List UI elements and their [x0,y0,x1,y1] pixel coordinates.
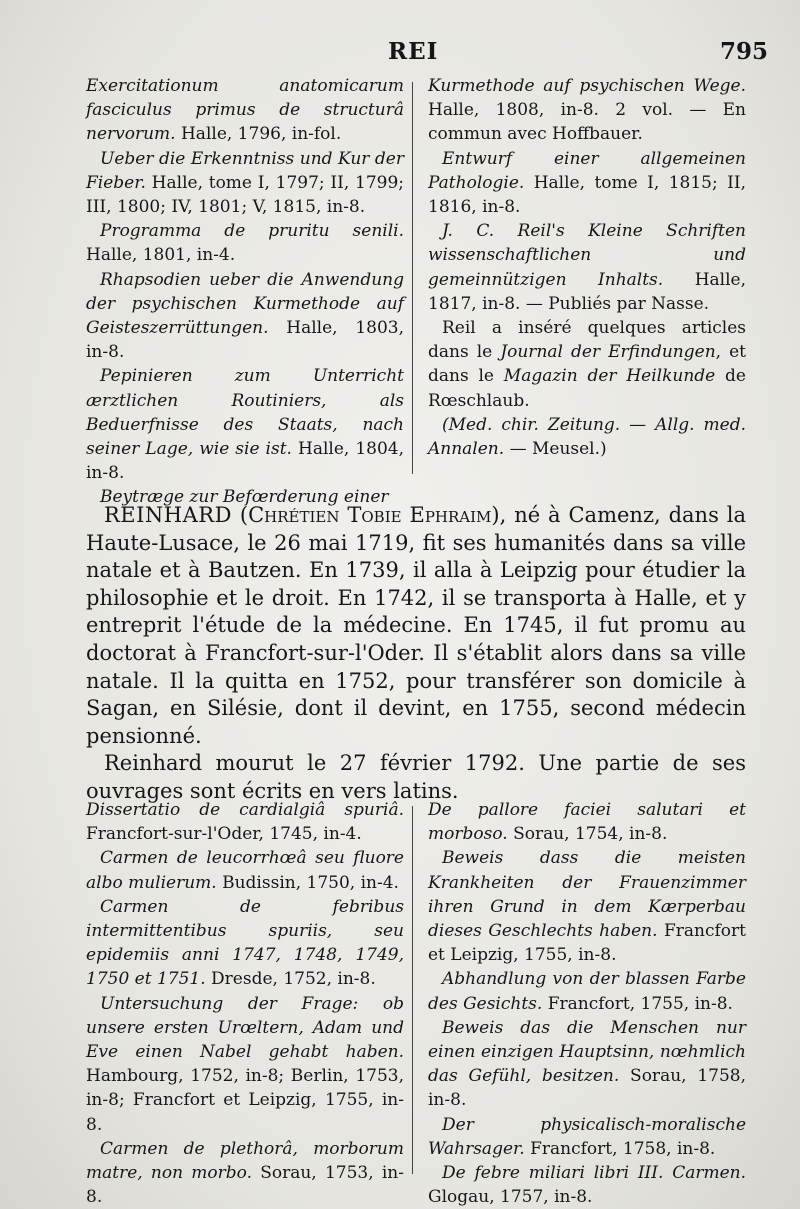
bib-entry: Carmen de leucorrhœâ seu fluore albo mulierum. Budissin, 1750, in-4. [86,848,404,893]
column-right-bottom [428,798,746,1209]
bib-entry: Beweis das die Menschen nur einen einzigen Hauptsinn, nœhmlich das Gefühl, besitzen. Sorau, 1758, in-8. [428,1017,746,1111]
column-divider [412,82,413,474]
bib-entry: Der physicalisch-moralische Wahrsager. Francfort, 1758, in-8. [428,1114,746,1159]
bib-entry: Rhapsodien ueber die Anwendung der psychischen Kurmethode auf Geisteszerrüttungen. Halle, 1803, in-8. [86,269,404,363]
running-head: REI [388,38,439,65]
column-right-top [428,74,746,510]
bib-entry: Beweis dass die meisten Krankheiten der Frauenzimmer ihren Grund in dem Kærperbau dieses Geschlechts haben. Francfort et Leipzig, 1755, in-8. [428,848,746,966]
entry-given-names: (Chrétien Tobie Ephraim) [239,503,500,527]
entry-name: REINHARD [104,503,232,527]
bib-entry: De pallore faciei salutari et morboso. Sorau, 1754, in-8. [428,800,746,845]
bib-entry: Pepinieren zum Unterricht ærztlichen Routiniers, als Beduerfnisse des Staats, nach seiner Lage, wie sie ist. Halle, 1804, in-8. [86,366,404,484]
bib-entry: Exercitationum anatomicarum fasciculus primus de structurâ nervorum. Halle, 1796, in-fol. [86,76,404,145]
bib-entry: J. C. Reil's Kleine Schriften wissenschaftlichen und gemeinnützigen Inhalts. Halle, 1817, in-8. — Publiés par Nasse. [428,221,746,314]
page-number: 795 [719,38,768,65]
bib-entry: Entwurf einer allgemeinen Pathologie. Halle, tome I, 1815; II, 1816, in-8. [428,148,746,218]
bib-entry: Programma de pruritu senili. Halle, 1801, in-4. [86,221,404,266]
bib-entry: Carmen de febribus intermittentibus spuriis, seu epidemiis anni 1747, 1748, 1749, 1750 et 1751. Dresde, 1752, in-8. [86,896,404,990]
bib-entry: Dissertatio de cardialgiâ spuriâ. Francfort-sur-l'Oder, 1745, in-4. [86,800,404,845]
biography-paragraph: REINHARD (Chrétien Tobie Ephraim), né à Camenz, dans la Haute-Lusace, le 26 mai 1719, fit ses humanités dans sa ville natale et à Bautzen. En 1739, il alla à Leipzig pour étudier la philosophie et le droit. En 1742, il se transporta à Halle, et y entreprit l'étude de la médecine. En 1745, il fut promu au doctorat à Francfort-sur-l'Oder. Il s'établit alors dans sa ville natale. Il la quitta en 1752, pour transférer son domicile à Sagan, en Silésie, dont il devint, en 1755, second médecin pensionné. [86,503,747,748]
column-divider [412,806,413,1174]
bib-entry: Beytræge zur Befœrderung einer [100,487,389,508]
column-left-bottom [86,798,404,1209]
column-left-top [86,74,404,510]
page-header [0,38,800,72]
bib-note: Reil a inséré quelques articles dans le Journal der Erfindungen, et dans le Magazin der Heilkunde de Rœschlaub. [428,318,746,411]
bib-entry: De febre miliari libri III. Carmen. Glogau, 1757, in-8. [428,1163,746,1208]
bib-entry: Untersuchung der Frage: ob unsere ersten Urœltern, Adam und Eve einen Nabel gehabt haben. Hambourg, 1752, in-8; Berlin, 1753, in-8; Francfort et Leipzig, 1755, in-8. [86,993,404,1135]
bib-entry: Abhandlung von der blassen Farbe des Gesichts. Francfort, 1755, in-8. [428,969,746,1014]
bibliography-bottom [86,798,746,1209]
bib-sources: (Med. chir. Zeitung. — Allg. med. Annalen. — Meusel.) [428,414,746,460]
biography [86,502,746,806]
bibliography-top [86,74,746,510]
bib-entry: Kurmethode auf psychischen Wege. Halle, 1808, in-8. 2 vol. — En commun avec Hoffbauer. [428,76,746,145]
bib-entry: Carmen de plethorâ, morborum matre, non morbo. Sorau, 1753, in-8. [86,1138,404,1208]
biography-paragraph: Reinhard mourut le 27 février 1792. Une partie de ses ouvrages sont écrits en vers latins. [86,751,746,803]
bib-entry: Ueber die Erkenntniss und Kur der Fieber. Halle, tome I, 1797; II, 1799; III, 1800; IV, 1801; V, 1815, in-8. [86,148,404,218]
